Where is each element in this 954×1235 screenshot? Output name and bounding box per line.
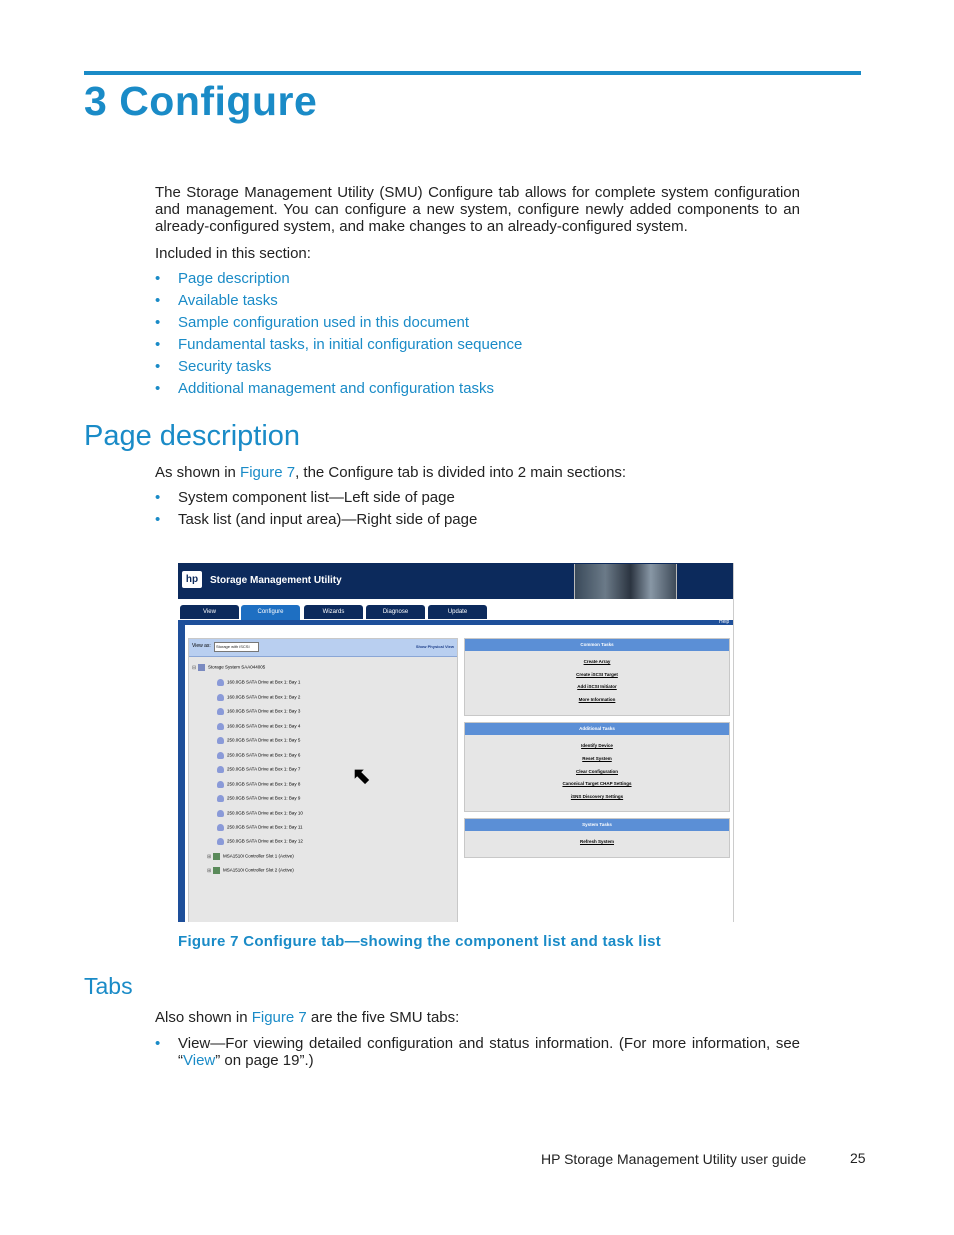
- intro-paragraph: The Storage Management Utility (SMU) Configure tab allows for complete system configuration and management. You can configure a new system, configure newly added components to an already-configured system, and make changes to an already-configured system.: [155, 184, 800, 235]
- tree-row-drive[interactable]: [217, 723, 300, 730]
- list-item: • Fundamental tasks, in initial configuration sequence: [155, 336, 523, 353]
- left-edge-bar: [178, 625, 185, 922]
- tree-label: 250.0GB SATA Drive at Box 1: Bay 5: [227, 737, 301, 743]
- create-array-link[interactable]: Create Array: [583, 659, 611, 664]
- common-tasks-panel: [464, 638, 730, 716]
- tree-row-system[interactable]: [192, 664, 265, 671]
- tree-label: 250.0GB SATA Drive at Box 1: Bay 11: [227, 824, 303, 830]
- smu-toolbar: [178, 620, 733, 625]
- tree-row-drive[interactable]: [217, 795, 300, 802]
- text-span: Also shown in: [155, 1009, 252, 1026]
- list-item: • Page description: [155, 270, 290, 287]
- list-item: • Sample configuration used in this document: [155, 314, 470, 331]
- tree-row-drive[interactable]: [217, 752, 300, 759]
- figure-caption: Figure 7 Configure tab—showing the component list and task list: [178, 933, 662, 950]
- isns-discovery-link[interactable]: iSNS Discovery Settings: [570, 794, 624, 799]
- text-span: ” on page 19”.): [215, 1052, 314, 1069]
- bullet-text: System component list—Left side of page: [178, 489, 455, 506]
- tree-label: 160.0GB SATA Drive at Box 1: Bay 4: [227, 723, 301, 729]
- smu-header: [178, 563, 733, 599]
- list-item: • Additional management and configuration tasks: [155, 380, 495, 397]
- bullet-text: Task list (and input area)—Right side of page: [178, 511, 478, 528]
- view-link[interactable]: View: [183, 1052, 216, 1069]
- drive-icon: [217, 810, 224, 817]
- controller-icon: [213, 867, 220, 874]
- smu-screenshot-figure: [178, 563, 734, 922]
- expand-icon[interactable]: ⊞: [207, 867, 212, 874]
- tree-row-drive[interactable]: [217, 737, 300, 744]
- smu-app-title: Storage Management Utility: [210, 575, 342, 586]
- tree-label: 250.0GB SATA Drive at Box 1: Bay 10: [227, 810, 303, 816]
- smu-tab-bar: [178, 599, 733, 620]
- datacenter-photo: [574, 564, 677, 599]
- tree-label: 160.0GB SATA Drive at Box 1: Bay 1: [227, 679, 301, 685]
- link-available-tasks[interactable]: Available tasks: [178, 292, 278, 309]
- tree-row-drive[interactable]: [217, 679, 300, 686]
- tree-label: 160.0GB SATA Drive at Box 1: Bay 3: [227, 708, 301, 714]
- tree-row-controller[interactable]: [207, 853, 294, 860]
- additional-tasks-header: Additional Tasks: [465, 723, 729, 735]
- clear-configuration-link[interactable]: Clear Configuration: [575, 769, 618, 774]
- list-item: • Available tasks: [155, 292, 278, 309]
- storage-system-icon: [198, 664, 205, 671]
- reset-system-link[interactable]: Reset System: [582, 756, 612, 761]
- tree-label: 250.0GB SATA Drive at Box 1: Bay 8: [227, 781, 301, 787]
- text-span: are the five SMU tabs:: [306, 1009, 460, 1026]
- chapter-title: 3 Configure: [84, 78, 318, 124]
- text-span: View—For viewing detailed configuration and status information. (For more information, see “: [178, 1035, 800, 1069]
- tree-row-drive[interactable]: [217, 766, 300, 773]
- tab-view[interactable]: View: [180, 605, 239, 619]
- view-as-label: View as:: [192, 643, 211, 649]
- tree-label: MSA1510i Controller Slot 1 (Active): [223, 853, 294, 859]
- tree-row-controller[interactable]: [207, 867, 294, 874]
- hp-logo-icon: hp: [182, 571, 202, 588]
- component-list-panel: [188, 638, 458, 922]
- tab-update[interactable]: Update: [428, 605, 487, 619]
- link-page-description[interactable]: Page description: [178, 270, 290, 287]
- component-list-header: [189, 639, 457, 657]
- system-tasks-header: System Tasks: [465, 819, 729, 831]
- section-heading-page-description: Page description: [84, 420, 301, 452]
- identify-device-link[interactable]: Identify Device: [581, 743, 613, 748]
- list-item: • Security tasks: [155, 358, 272, 375]
- page-number: 25: [850, 1150, 866, 1166]
- controller-icon: [213, 853, 220, 860]
- section-heading-tabs: Tabs: [84, 973, 133, 999]
- tree-label: 250.0GB SATA Drive at Box 1: Bay 9: [227, 795, 301, 801]
- drive-icon: [217, 708, 224, 715]
- bullet-icon: •: [155, 1035, 161, 1052]
- tree-row-drive[interactable]: [217, 708, 300, 715]
- page-description-text: [155, 464, 800, 481]
- drive-icon: [217, 737, 224, 744]
- list-item: • Task list (and input area)—Right side of page: [155, 511, 478, 528]
- text-span: , the Configure tab is divided into 2 main sections:: [295, 464, 627, 481]
- drive-icon: [217, 838, 224, 845]
- tree-row-drive[interactable]: [217, 810, 303, 817]
- tree-label: 250.0GB SATA Drive at Box 1: Bay 12: [227, 838, 303, 844]
- system-tasks-panel: [464, 818, 730, 858]
- tree-row-drive[interactable]: [217, 838, 303, 845]
- link-security-tasks[interactable]: Security tasks: [178, 358, 272, 375]
- drive-icon: [217, 824, 224, 831]
- refresh-system-link[interactable]: Refresh System: [579, 839, 615, 844]
- tree-label: 160.0GB SATA Drive at Box 1: Bay 2: [227, 694, 301, 700]
- footer-title: HP Storage Management Utility user guide: [541, 1151, 807, 1167]
- create-iscsi-target-link[interactable]: Create iSCSI Target: [576, 672, 618, 677]
- tree-row-drive[interactable]: [217, 781, 300, 788]
- tab-diagnose[interactable]: Diagnose: [366, 605, 425, 619]
- text-span: As shown in: [155, 464, 241, 481]
- chapter-rule: [84, 71, 861, 75]
- common-tasks-header: Common Tasks: [465, 639, 729, 651]
- tree-label: 250.0GB SATA Drive at Box 1: Bay 6: [227, 752, 301, 758]
- drive-icon: [217, 795, 224, 802]
- help-link[interactable]: Help: [719, 619, 730, 625]
- section-link-list: [155, 268, 522, 400]
- tree-row-drive[interactable]: [217, 694, 300, 701]
- figure-7-link[interactable]: Figure 7: [251, 1009, 307, 1026]
- view-as-select[interactable]: Storage with iSCSI: [214, 642, 259, 652]
- arrow-up-left-icon: ⬉: [352, 763, 371, 788]
- page-description-bullets: [155, 487, 477, 531]
- drive-icon: [217, 679, 224, 686]
- drive-icon: [217, 766, 224, 773]
- list-item: • System component list—Left side of page: [155, 489, 455, 506]
- tree-label: Storage System SAA044005: [208, 664, 266, 670]
- drive-icon: [217, 694, 224, 701]
- drive-icon: [217, 723, 224, 730]
- link-fundamental-tasks[interactable]: Fundamental tasks, in initial configuration sequence: [178, 336, 523, 353]
- drive-icon: [217, 781, 224, 788]
- included-label: Included in this section:: [155, 245, 311, 262]
- link-sample-configuration[interactable]: Sample configuration used in this document: [178, 314, 470, 331]
- chap-settings-link[interactable]: Canonical Target CHAP Settings: [562, 781, 632, 786]
- additional-tasks-panel: [464, 722, 730, 812]
- tree-label: 250.0GB SATA Drive at Box 1: Bay 7: [227, 766, 301, 772]
- tab-wizards[interactable]: Wizards: [304, 605, 363, 619]
- collapse-icon[interactable]: ⊟: [192, 664, 197, 671]
- tree-label: MSA1510i Controller Slot 2 (Active): [223, 867, 294, 873]
- expand-icon[interactable]: ⊞: [207, 853, 212, 860]
- figure-7-link[interactable]: Figure 7: [240, 464, 296, 481]
- tree-row-drive[interactable]: [217, 824, 303, 831]
- add-iscsi-initiator-link[interactable]: Add iSCSI Initiator: [577, 684, 617, 689]
- tabs-intro-text: [155, 1009, 800, 1026]
- show-physical-view-link[interactable]: Show Physical View: [415, 644, 454, 649]
- tabs-bullet-view: [178, 1035, 800, 1069]
- more-information-link[interactable]: More Information: [578, 697, 616, 702]
- drive-icon: [217, 752, 224, 759]
- tab-configure[interactable]: Configure: [241, 605, 300, 620]
- link-additional-tasks[interactable]: Additional management and configuration tasks: [178, 380, 495, 397]
